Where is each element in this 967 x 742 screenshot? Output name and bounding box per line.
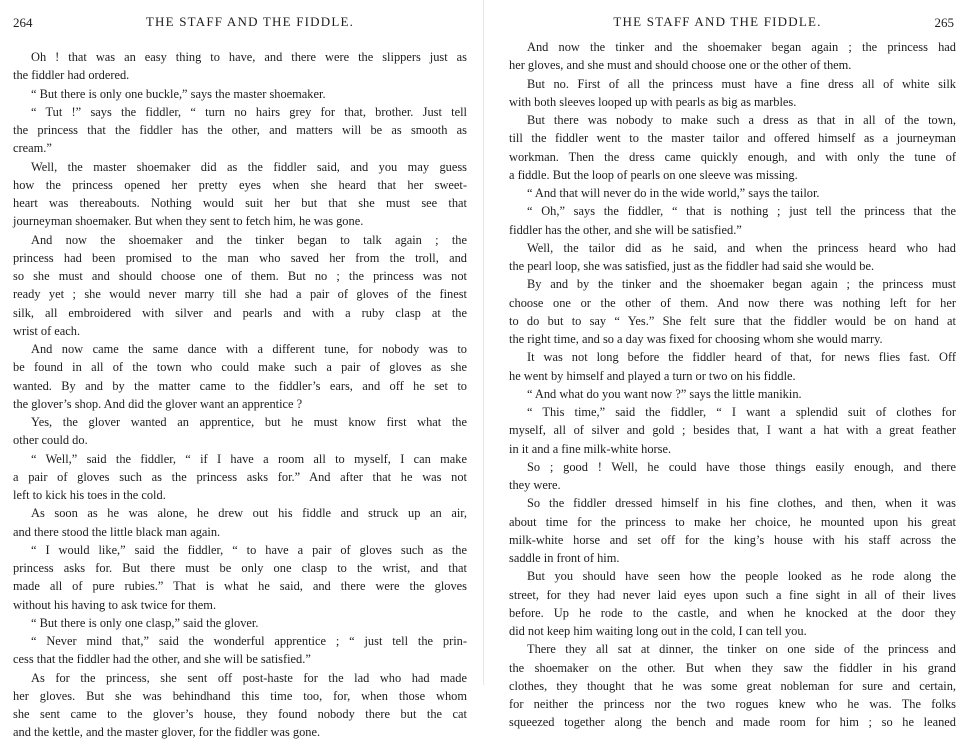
text-line: with both sleeves looped up with pearls as big as marbles. [509, 94, 797, 109]
text-line: Oh ! that was an easy thing to have, and there were the slippers just as [31, 50, 467, 64]
text-line: and the kettle, and the master glover, for the fiddler was gone. [13, 725, 321, 740]
running-head [13, 10, 467, 32]
text-line: about time for the princess to make her choice, he mounted upon his great [509, 514, 956, 529]
text-line: “ This time,” said the fiddler, “ I want a splendid suit of clothes for [527, 405, 956, 419]
text-line: As soon as he was alone, he drew out his fiddle and struck up an air, [31, 506, 467, 521]
running-head-title: THE STAFF AND THE FIDDLE. [613, 14, 822, 29]
text-line: the fiddler had ordered. [13, 68, 130, 83]
text-line: wrist of each. [13, 323, 81, 338]
running-head [509, 10, 956, 32]
text-line: the right time, and so a day was fixed for choosing whom she would marry. [509, 332, 883, 346]
text-line: “ Never mind that,” said the wonderful apprentice ; “ just tell the prin- [31, 634, 467, 648]
text-line: “ Tut !” says the fiddler, “ turn no hairs grey for that, brother. Just tell [31, 104, 467, 119]
right-page [483, 0, 966, 730]
running-head-title: THE STAFF AND THE FIDDLE. [145, 14, 355, 29]
text-line: clothes, they thought that he was some great nobleman for sure and certain, [509, 678, 956, 693]
text-line: myself, all of silver and gold ; besides that, I want a hat with a great feather [509, 423, 956, 438]
text-line: so she must and should choose one of them. But no ; the princess was not [13, 269, 467, 283]
text-line: So ; good ! Well, he could have those things easily enough, and there [527, 459, 956, 474]
text-line: But no. First of all the princess must have a fine dress all of white silk [527, 76, 956, 91]
text-line: As for the princess, she sent off post-haste for the lad who had made [31, 670, 467, 685]
text-line: did not keep him waiting long out in the cold, I can tell you. [509, 624, 807, 638]
text-line: princess had been promised to the man who saved her from the troll, and [13, 250, 467, 265]
text-line: And now the shoemaker and the tinker began to talk again ; the [31, 232, 467, 247]
text-line: the shoemaker on the other. But when they saw the fiddler in his grand [509, 660, 956, 675]
text-line: cream.” [13, 141, 52, 156]
page-number: 264 [13, 15, 33, 30]
text-line: Well, the master shoemaker did as the fiddler said, and you may guess [31, 159, 467, 174]
text-line: for neither the princess nor the two rogues knew who he was. The folks [509, 697, 956, 711]
text-line: And now came the same dance with a different tune, for nobody was to [31, 342, 467, 356]
text-line: princess asks for. But there must be only one clasp to the wrist, and that [13, 561, 467, 575]
text-line: she sent came to the glover’s house, they found nobody there but the cat [13, 707, 467, 721]
page-body-text [509, 38, 956, 732]
text-line: heart was thereabouts. Nothing would suit her but that she must see that [13, 196, 467, 210]
text-line: It was not long before the fiddler heard of that, for news flies fast. Off [527, 350, 956, 365]
text-line: By and by the tinker and the shoemaker began again ; the princess must [527, 277, 956, 292]
text-line: they were. [509, 478, 561, 492]
page-number: 265 [934, 15, 954, 30]
text-line: But there was nobody to make such a dress as that in all of the town, [527, 113, 956, 127]
text-line: So the fiddler dressed himself in his fine clothes, and then, when it was [527, 496, 956, 511]
text-line: fiddler has the other, and she will be satisfied.” [509, 222, 742, 237]
page-body-text [13, 48, 467, 742]
text-line: without his having to ask twice for them. [13, 597, 217, 612]
text-line: wanted. By and by the matter came to the fiddler’s ears, and off he set to [13, 378, 467, 393]
text-line: “ And what do you want now ?” says the little manikin. [527, 386, 802, 401]
text-line: silk, all embroidered with silver and pearls and with a ruby clasp at the [13, 305, 467, 320]
text-line: her gloves. But she was behindhand this time too, for, when those whom [13, 688, 467, 703]
text-line: a fiddle. But the loop of pearls on one sleeve was missing. [509, 167, 798, 182]
text-line: There they all sat at dinner, the tinker on one side of the princess and [527, 642, 956, 657]
text-line: the glover’s shop. And did the glover want an apprentice ? [13, 396, 303, 411]
text-line: how the princess opened her pretty eyes when she heard that her sweet- [13, 177, 467, 192]
text-line: he went by himself and played a turn or two on his fiddle. [509, 368, 796, 383]
text-line: choose one or the other of them. And now there was nothing left for her [509, 295, 956, 310]
text-line: to do but to say “ Yes.” She felt sure that the fiddler would be on hand at [509, 313, 956, 328]
text-line: But you should have seen how the people looked as he rode along the [527, 569, 956, 584]
text-line: Well, the tailor did as he said, and when the princess heard who had [527, 240, 956, 255]
text-line: before. Up he rode to the castle, and when he knocked at the door they [509, 605, 956, 620]
text-line: workman. Then the dress came quickly enough, and with only the tune of [509, 149, 956, 164]
text-line: squeezed together along the bench and made room for him ; so he leaned [509, 715, 956, 730]
text-line: ready yet ; she would never marry till she had a pair of gloves of the finest [13, 287, 467, 302]
text-line: a pair of gloves such as the princess asks for.” And after that he was not [13, 469, 467, 484]
text-line: till the fiddler went to the master tailor and offered himself as a journeyman [509, 131, 956, 146]
text-line: in it and a fine milk-white horse. [509, 441, 672, 456]
text-line: And now the tinker and the shoemaker began again ; the princess had [527, 40, 956, 54]
text-line: be found in all of the town who could make such a pair of gloves as she [13, 360, 467, 375]
text-line: street, for they had never laid eyes upon such a fine sight in all of their lives [509, 587, 956, 602]
left-page [0, 0, 483, 740]
text-line: milk-white horse and set off for the king’s house with his staff across the [509, 532, 956, 547]
text-line: made all of pure rubies.” That is what he said, and there were the gloves [13, 579, 467, 594]
text-line: and there stood the little black man again. [13, 524, 221, 539]
text-line: “ Well,” said the fiddler, “ if I have a room all to myself, I can make [31, 451, 467, 466]
text-line: left to kick his toes in the cold. [13, 488, 166, 502]
text-line: journeyman shoemaker. But when they sent to fetch him, he was gone. [13, 214, 364, 229]
text-line: saddle in front of him. [509, 551, 620, 565]
text-line: cess that the fiddler had the other, and she will be satisfied.” [13, 652, 311, 667]
text-line: “ And that will never do in the wide world,” says the tailor. [527, 186, 820, 200]
text-line: “ Oh,” says the fiddler, “ that is nothing ; just tell the princess that the [527, 204, 956, 219]
text-line: other could do. [13, 433, 88, 448]
text-line: Yes, the glover wanted an apprentice, but he must know first what the [31, 415, 467, 429]
text-line: “ But there is only one clasp,” said the glover. [31, 615, 259, 630]
text-line: “ I would like,” said the fiddler, “ to have a pair of gloves such as the [31, 542, 467, 557]
text-line: “ But there is only one buckle,” says the master shoemaker. [31, 86, 326, 101]
text-line: the pearl loop, she was satisfied, just as the fiddler had said she would be. [509, 259, 875, 273]
text-line: the princess that the fiddler has the other, and matters will be as smooth as [13, 123, 467, 137]
text-line: her gloves, and she must and should choose one or the other of them. [509, 58, 852, 73]
